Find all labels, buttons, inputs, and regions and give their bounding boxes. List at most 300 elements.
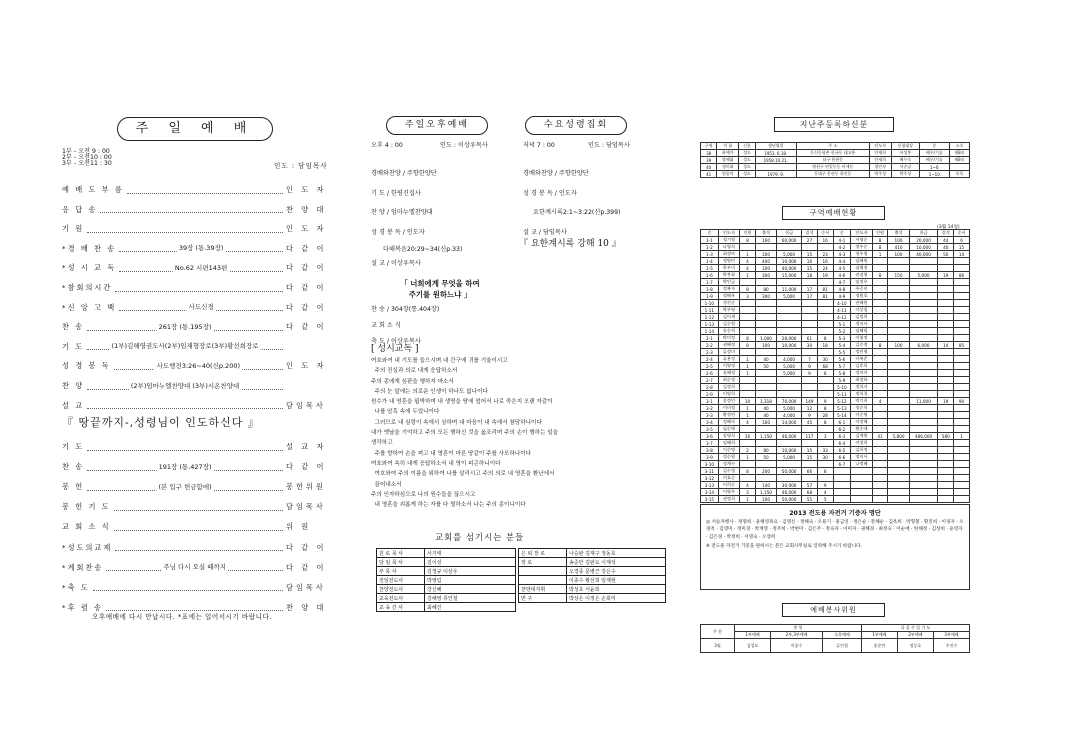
order-role: 다 같 이 [286, 542, 327, 552]
district-cell: 김순정 [851, 342, 872, 349]
newcomer-cell: 박주성 [869, 171, 891, 178]
district-cell [755, 349, 776, 356]
reading-line: 주의 인자하심으로 나의 원수들을 끊으시고 [371, 491, 476, 498]
district-cell [954, 300, 970, 307]
sermon-title: 『 땅끝까지-,성령님이 인도하신다 』 [62, 416, 260, 429]
wednesday-item: 성 경 봉 독 / 인도자 [523, 189, 577, 197]
order-leader-dots [87, 226, 283, 233]
reading-text [371, 356, 681, 510]
district-cell [954, 461, 970, 468]
district-cell: 15 [802, 454, 818, 461]
district-cell [740, 377, 756, 384]
district-cell: 8 [817, 468, 833, 475]
district-cell: 송순희 [718, 328, 739, 335]
district-cell: 300 [755, 272, 776, 279]
district-row [701, 398, 970, 405]
order-label: 봉 헌 [62, 482, 85, 492]
district-cell: 5-8 [833, 370, 851, 377]
district-cell [888, 363, 909, 370]
order-item [62, 480, 332, 494]
reading-line: 내 영혼을 괴롭게 하는 자를 다 멸하소서 나는 주의 종이니이다 [371, 502, 526, 509]
district-cell [802, 384, 818, 391]
district-cell [888, 300, 909, 307]
district-cell: 정우순 [851, 244, 872, 251]
district-cell [954, 489, 970, 496]
district-cell: 28 [817, 412, 833, 419]
district-row [701, 279, 970, 286]
order-label: 성 경 봉 독 [62, 361, 111, 371]
district-cell [872, 258, 888, 265]
order-label: 기 도 [62, 341, 85, 351]
district-cell [755, 279, 776, 286]
newcomer-cell: 1958.10.21. [755, 157, 796, 164]
newcomer-cell: 원종덕 [717, 171, 739, 178]
district-cell: 80 [755, 447, 776, 454]
district-row [701, 461, 970, 468]
order-leader-dots [93, 584, 283, 591]
district-cell: 나영희 [718, 244, 739, 251]
district-cell: 10 [740, 398, 756, 405]
district-cell: 황정연 [718, 412, 739, 419]
district-cell: 4,000 [777, 412, 802, 419]
district-cell [740, 314, 756, 321]
district-cell: 23 [817, 251, 833, 258]
district-cell: 1-3 [701, 251, 719, 258]
district-cell [888, 412, 909, 419]
newcomer-cell: 서순남 [891, 164, 919, 171]
district-cell [817, 377, 833, 384]
district-cell: 2-4 [701, 356, 719, 363]
district-cell: 정해옥 [718, 293, 739, 300]
district-cell: 4-10 [833, 300, 851, 307]
district-cell: 40 [755, 412, 776, 419]
district-cell: 5,800 [888, 433, 909, 440]
district-cell: 이순명 [718, 447, 739, 454]
order-label: 기 도 [62, 442, 85, 451]
district-cell: 15 [802, 251, 818, 258]
district-row [701, 482, 970, 489]
district-cell [740, 279, 756, 286]
time-3: 3부 - 오전11 : 30 [62, 160, 112, 167]
afternoon-item: 교 회 소 식 [371, 322, 401, 329]
district-cell: 100 [888, 251, 909, 258]
district-cell [909, 349, 938, 356]
district-cell: 9 [817, 398, 833, 405]
newcomer-cell: 배무숙 [891, 157, 919, 164]
order-item [62, 320, 332, 334]
district-cell: 6-3 [833, 433, 851, 440]
district-cell: 이효순 [718, 475, 739, 482]
ministers-title: 교회를 섬기시는 분들 [435, 532, 525, 542]
service-sub: 1부예배 [735, 632, 771, 639]
district-cell [954, 426, 970, 433]
minister-names: 나승완 김재구 정동호 [567, 549, 666, 558]
district-cell: 1-6 [701, 272, 719, 279]
district-cell: 14 [954, 251, 970, 258]
district-cell: 100 [755, 496, 776, 503]
district-row [701, 237, 970, 244]
minister-row [519, 567, 666, 576]
district-cell: 이영정 [718, 363, 739, 370]
district-cell [954, 391, 970, 398]
district-cell: 5-2 [833, 328, 851, 335]
district-cell: 임혜원 [851, 258, 872, 265]
district-cell: 8 [740, 342, 756, 349]
district-cell: 2-5 [701, 363, 719, 370]
reading-line: 주의 눈 앞에는 의로운 인생이 하나도 없나이다 [371, 388, 488, 395]
district-cell: 50,000 [777, 496, 802, 503]
order-item [62, 399, 332, 413]
district-cell: 3-13 [701, 482, 719, 489]
district-cell: 박봉화 [718, 272, 739, 279]
minister-row [377, 549, 516, 558]
newcomer-cell: 성도 [739, 164, 755, 171]
district-cell [888, 265, 909, 272]
district-cell: 2-2 [701, 342, 719, 349]
district-cell [872, 335, 888, 342]
order-label: 찬 양 [62, 381, 85, 390]
newcomers-header: 소속 [949, 143, 969, 150]
district-cell: 1 [740, 363, 756, 370]
district-cell [938, 349, 954, 356]
afternoon-item: 설 교 / 이상우목사 [371, 260, 421, 267]
district-cell: 1-12 [701, 314, 719, 321]
district-row [701, 272, 970, 279]
order-label: 예 배 도 부 름 [62, 185, 124, 194]
district-cell: 24 [817, 265, 833, 272]
district-cell: 정우영 [851, 251, 872, 258]
service-h0: 주 분 [701, 625, 735, 639]
district-cell: 5-3 [833, 335, 851, 342]
district-cell [909, 405, 938, 412]
district-cell: 1 [740, 272, 756, 279]
minister-names: 이종수 황선희 임재현 [567, 576, 666, 585]
district-cell [851, 475, 872, 482]
district-cell: 1,150 [755, 433, 776, 440]
district-cell: 580 [938, 433, 954, 440]
district-cell [872, 475, 888, 482]
newcomer-cell: 정미화 [717, 164, 739, 171]
district-cell: 4-1 [833, 237, 851, 244]
district-cell [909, 384, 938, 391]
minister-role: 반 주 [519, 594, 567, 603]
district-cell: 이영정 [851, 335, 872, 342]
district-title-box: 구역예배현황 [782, 206, 885, 220]
district-cell [954, 454, 970, 461]
district-cell: 이미정 [718, 405, 739, 412]
order-label: 찬 송 [62, 462, 85, 472]
district-cell: 5,000 [777, 293, 802, 300]
newcomer-cell: 38 [701, 150, 717, 157]
district-cell [740, 300, 756, 307]
district-cell: 28,000 [777, 335, 802, 342]
district-cell [954, 279, 970, 286]
footer-note: 오후예배에 다시 만납시다. *표에는 일어서시기 바랍니다. [92, 613, 272, 621]
district-cell: 송정민 [718, 398, 739, 405]
district-cell: 김이재 [718, 314, 739, 321]
district-cell [740, 244, 756, 251]
order-leader-dots [114, 504, 283, 511]
district-cell: 정민영 [851, 349, 872, 356]
district-cell: 3-10 [701, 461, 719, 468]
minister-role: 원 로 목 사 [377, 549, 425, 558]
order-detail: 191장 (통.427장) [158, 462, 212, 471]
district-cell: 27 [802, 237, 818, 244]
district-cell: 3-5 [701, 426, 719, 433]
newcomer-cell: 남구 용현동 [796, 157, 869, 164]
district-row [701, 468, 970, 475]
district-cell [938, 468, 954, 475]
order-leader-dots [87, 383, 283, 390]
district-cell [954, 258, 970, 265]
district-cell: 8 [817, 419, 833, 426]
district-cell [909, 307, 938, 314]
order-item [62, 500, 332, 514]
district-cell: 40 [755, 405, 776, 412]
district-cell: 85 [954, 342, 970, 349]
service-cell: 주진수 [933, 639, 969, 653]
minister-names: 최혜진 [425, 603, 516, 612]
district-cell [755, 440, 776, 447]
district-cell: 19 [938, 272, 954, 279]
district-cell: 30 [802, 342, 818, 349]
district-cell: 5,000 [777, 363, 802, 370]
district-row [701, 391, 970, 398]
district-cell [740, 384, 756, 391]
district-cell: 2-3 [701, 349, 719, 356]
district-cell [954, 475, 970, 482]
district-cell: 20,000 [909, 237, 938, 244]
district-cell [909, 377, 938, 384]
district-cell [817, 300, 833, 307]
district-cell [938, 454, 954, 461]
district-cell: 68 [817, 363, 833, 370]
district-cell: 100 [888, 237, 909, 244]
afternoon-sermon: 「 너희에게 무엇을 하여 주기를 원하느냐 」 [400, 279, 480, 299]
district-cell [872, 447, 888, 454]
district-note: (3월 14일) [937, 225, 960, 230]
district-cell: 정혜자 [718, 419, 739, 426]
order-item [62, 520, 332, 534]
district-cell [909, 461, 938, 468]
district-cell: 150 [888, 272, 909, 279]
district-cell [817, 307, 833, 314]
minister-role: 찬양전도사 [377, 585, 425, 594]
district-cell [777, 384, 802, 391]
minister-role: 찬양대지휘 [519, 585, 567, 594]
newcomer-cell: 40 [701, 164, 717, 171]
district-cell: 90 [954, 398, 970, 405]
district-row [701, 356, 970, 363]
district-cell [740, 321, 756, 328]
district-cell [872, 405, 888, 412]
reading-line: 여호와여 속히 내게 응답하소서 내 영이 피곤하니이다 [371, 460, 501, 467]
district-cell [888, 286, 909, 293]
district-cell [954, 314, 970, 321]
district-cell: 4-12 [833, 314, 851, 321]
district-cell: 60,000 [777, 237, 802, 244]
district-cell: 9 [817, 482, 833, 489]
district-cell [938, 363, 954, 370]
district-cell: 300 [755, 293, 776, 300]
district-cell [872, 377, 888, 384]
district-row [701, 265, 970, 272]
district-cell [938, 293, 954, 300]
district-cell [888, 328, 909, 335]
district-cell [872, 279, 888, 286]
district-cell: 50,000 [777, 468, 802, 475]
district-cell: 14,000 [777, 419, 802, 426]
newcomer-cell: 영천구 연일동동 이세동 [796, 164, 869, 171]
service-h4: 다 음 주 입 기 도 [861, 625, 969, 632]
newcomer-cell: 목목 [949, 171, 969, 178]
district-cell [777, 300, 802, 307]
district-cell [740, 440, 756, 447]
order-leader-dots [114, 363, 283, 370]
district-cell [954, 293, 970, 300]
service-cell: 송준만 [861, 639, 897, 653]
district-cell [909, 468, 938, 475]
district-cell: 3 [817, 433, 833, 440]
district-cell [954, 363, 970, 370]
minister-row [377, 594, 516, 603]
district-cell: 41 [872, 433, 888, 440]
district-row [701, 454, 970, 461]
district-cell [740, 349, 756, 356]
district-cell [938, 447, 954, 454]
district-cell [817, 321, 833, 328]
district-cell [851, 482, 872, 489]
district-cell [755, 307, 776, 314]
district-cell [938, 405, 954, 412]
district-cell [954, 265, 970, 272]
district-cell [938, 426, 954, 433]
order-label: *계회찬송 [62, 562, 104, 572]
order-role: 다 같 이 [286, 462, 327, 472]
minister-row [377, 603, 516, 612]
newcomer-cell: 안재희 [869, 157, 891, 164]
order-leader-dots [114, 524, 283, 531]
newcomer-cell [949, 164, 969, 171]
district-cell [740, 307, 756, 314]
district-cell: 김수정 [718, 468, 739, 475]
district-cell [909, 321, 938, 328]
district-cell [888, 349, 909, 356]
newcomer-cell: 동대구 운산동 위진동 [796, 171, 869, 178]
district-cell: 3-15 [701, 496, 719, 503]
district-cell [954, 496, 970, 503]
order-role: 위 원 [286, 522, 312, 532]
district-cell [817, 461, 833, 468]
district-cell: 1 [740, 412, 756, 419]
newcomer-row [701, 164, 970, 171]
district-cell [872, 321, 888, 328]
order-item [62, 440, 332, 454]
district-cell: 17 [802, 286, 818, 293]
district-row [701, 496, 970, 503]
reading-line: 여호와여 주의 이름을 위하여 나를 살리시고 주의 의로 내 영혼을 환난에서 [371, 471, 555, 478]
district-cell: 1 [954, 433, 970, 440]
district-cell [909, 489, 938, 496]
district-cell: 16 [817, 258, 833, 265]
district-cell [888, 279, 909, 286]
district-cell: 1-13 [701, 321, 719, 328]
district-cell [954, 377, 970, 384]
district-cell [817, 440, 833, 447]
district-cell [954, 419, 970, 426]
order-label: *축 도 [62, 582, 90, 592]
district-cell [938, 391, 954, 398]
district-row [701, 349, 970, 356]
district-cell [909, 475, 938, 482]
minister-role: 전임전도사 [377, 576, 425, 585]
district-cell: 50 [938, 251, 954, 258]
district-cell: 정희자 [851, 384, 872, 391]
district-cell: 19 [938, 398, 954, 405]
district-cell: 김정희 [718, 384, 739, 391]
district-cell [777, 279, 802, 286]
district-cell: 4-3 [833, 251, 851, 258]
district-cell: 권혜정 [718, 342, 739, 349]
district-cell [777, 461, 802, 468]
district-cell [888, 356, 909, 363]
order-label: *성 시 교 독 [62, 263, 117, 273]
district-cell: 4 [740, 265, 756, 272]
order-role: 인 도 자 [286, 185, 327, 194]
district-cell [872, 426, 888, 433]
minister-role: 장 로 [519, 558, 567, 567]
district-cell [938, 307, 954, 314]
district-cell: 1-5 [701, 265, 719, 272]
district-row [701, 363, 970, 370]
district-cell [909, 482, 938, 489]
district-cell [802, 461, 818, 468]
district-cell [938, 384, 954, 391]
order-label: *성도의교제 [62, 542, 113, 552]
order-item [62, 203, 332, 217]
reading-line: 주의 진실과 의로 내게 응답하소서 [371, 368, 458, 375]
district-cell: 4-5 [833, 265, 851, 272]
district-cell: 55 [802, 496, 818, 503]
district-cell [938, 265, 954, 272]
district-cell [909, 293, 938, 300]
district-cell: 정원호 [851, 293, 872, 300]
district-cell [740, 475, 756, 482]
district-cell: 류용정 [718, 356, 739, 363]
district-cell: 정희경 [851, 391, 872, 398]
order-item [62, 340, 332, 354]
district-cell [802, 440, 818, 447]
minister-row [519, 585, 666, 594]
district-cell: 6,000 [909, 342, 938, 349]
district-cell: 2-6 [701, 370, 719, 377]
order-leader-dots [119, 245, 283, 252]
district-cell: 4 [740, 482, 756, 489]
service-sub: 1부예배 [861, 632, 897, 639]
district-cell [872, 293, 888, 300]
district-cell: 3-11 [701, 468, 719, 475]
service-cell: 류인철 [823, 639, 862, 653]
district-cell: 최정하 [851, 377, 872, 384]
newcomers-table [700, 142, 970, 178]
district-cell [872, 468, 888, 475]
order-role: 다 같 이 [286, 263, 327, 273]
district-cell: 8 [872, 342, 888, 349]
district-cell [909, 370, 938, 377]
district-cell: 정순희 [851, 405, 872, 412]
order-leader-dots [100, 206, 283, 213]
district-cell [755, 475, 776, 482]
